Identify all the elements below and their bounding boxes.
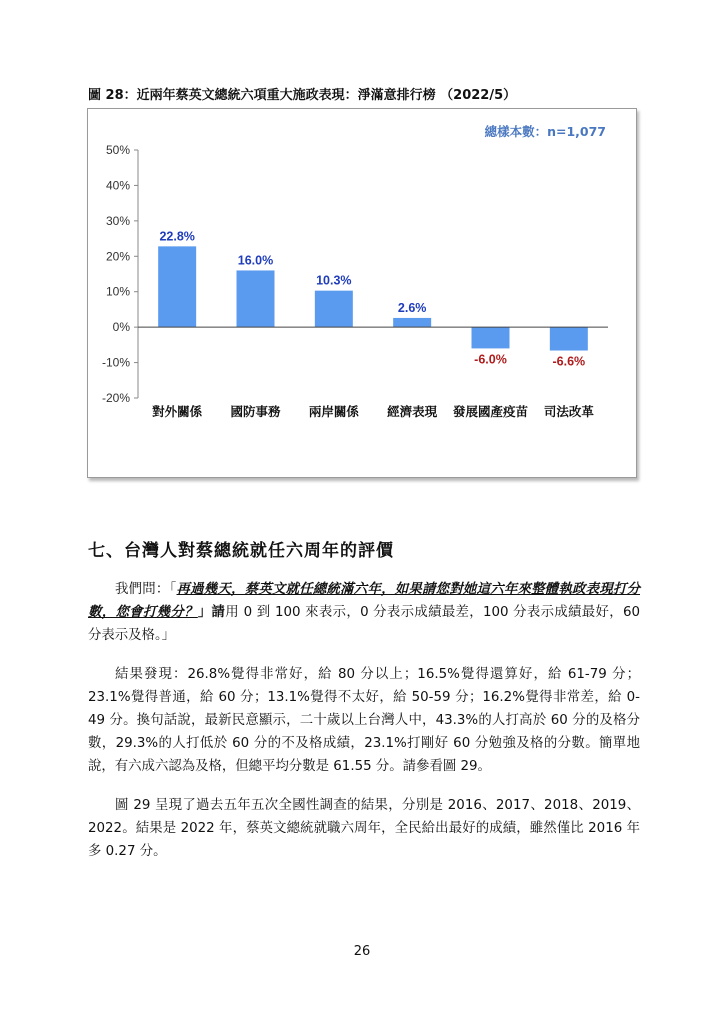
y-tick-label: 30% (105, 213, 130, 228)
y-tick-label: 20% (105, 249, 130, 264)
question-close: 」請 (197, 605, 226, 620)
category-label: 司法改革 (543, 404, 594, 419)
section-heading: 七、台灣人對蔡總統就任六周年的評價 (88, 541, 394, 561)
data-label: 10.3% (316, 273, 352, 288)
y-tick-label: 40% (105, 178, 130, 193)
bar (550, 327, 588, 350)
bar (158, 246, 196, 327)
chart-frame (87, 108, 637, 478)
bar (315, 291, 353, 327)
category-label: 發展國產疫苗 (452, 404, 529, 419)
bar-chart (88, 109, 636, 477)
y-tick-label: -10% (101, 355, 130, 370)
paragraph-results: 結果發現：26.8%覺得非常好，給 80 分以上；16.5%覺得還算好，給 61-79 分；23.1%覺得普通，給 60 分；13.1%覺得不太好，給 50-59 分；16.2%覺得非常差，給 0-49 分。換句話說，最新民意顯示，二十歲以上台灣人中，43.3%的人打高於 60 分的及格分數，29.3%的人打低於 60 分的不及格成績，23.1%打剛好 60 分勉強及格的分數。簡單地說，有六成六認為及格，但總平均分數是 61.55 分。請參看圖 29。 (88, 667, 640, 774)
paragraph-question (88, 578, 640, 647)
data-label: 16.0% (237, 253, 274, 268)
bar (237, 270, 275, 327)
question-prefix: 我們問：「 (115, 582, 177, 597)
data-label: 2.6% (397, 300, 427, 315)
category-label: 兩岸關係 (308, 404, 359, 419)
sample-size-annotation: 總樣本數：n=1,077 (484, 124, 606, 139)
paragraph-figure29: 圖 29 呈現了過去五年五次全國性調查的結果，分別是 2016、2017、2018、2019、2022。結果是 2022 年，蔡英文總統就職六周年，全民給出最好的成績，雖然僅比 2016 年多 0.27 分。 (88, 798, 640, 859)
question-text: 再過幾天，蔡英文就任總統滿六年，如果請您對她這六年來整體執政表現打分數，您會打幾分？ (88, 582, 640, 620)
category-label: 國防事務 (230, 404, 281, 419)
data-label: -6.6% (552, 354, 586, 369)
category-label: 經濟表現 (387, 404, 438, 419)
page-number: 26 (353, 944, 371, 959)
y-tick-label: 10% (105, 284, 130, 299)
data-label: -6.0% (474, 352, 507, 367)
category-label: 對外關係 (152, 404, 203, 419)
bar (472, 327, 510, 348)
y-tick-label: -20% (101, 391, 130, 405)
bar (393, 318, 431, 327)
y-tick-label: 50% (105, 143, 130, 157)
figure-title: 圖 28：近兩年蔡英文總統六項重大施政表現：淨滿意排行榜 （2022/5） (88, 88, 517, 103)
y-tick-label: 0% (112, 320, 130, 335)
data-label: 22.8% (159, 229, 195, 244)
question-rest: 用 0 到 100 來表示，0 分表示成績最差，100 分表示成績最好，60 分表示及格。」 (88, 605, 640, 643)
